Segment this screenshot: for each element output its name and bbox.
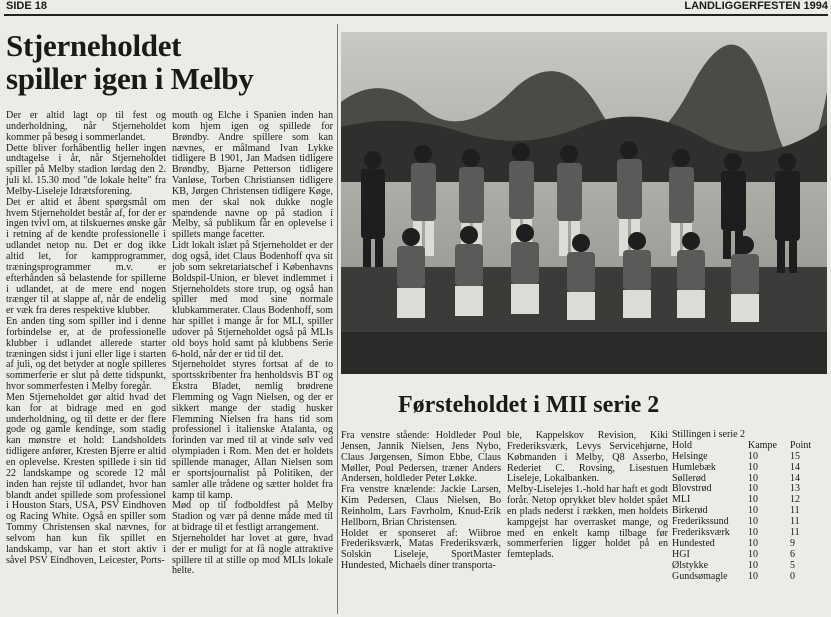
paragraph: Stjerneholdet styres fortsat af de to sportsskribenter fra henholdsvis BT og Ekstra Bladet, nemlig brødrene Flemming og Vagn Nielsen, og der er sikkert mange der stadig husker Flemming Nielsen fra hans tid som professionel i italienske Atalanta, og forinden var med til at vinde sølv ved olympiaden i Rom. Men det er holdets spillende manager, Allan Nielsen som er sportsjournalist på Politiken, der samler alle trådene og sætter holdet fra kamp til kamp. — [172, 359, 333, 501]
paragraph: mouth og Elche i Spanien inden han kom hjem igen og spillede for Brøndby. Andre spillere som kan nævnes, er målmand Ivan Lykke tidligere B 1901, Jan Madsen tidligere Brøndby, Bjarne Petterson tidligere Vanløse, Torben Christiansen tidligere KB, Jørgen Christensen tidligere Køge, men der skal nok dukke nogle spændende navne op på stadion i Melby, så publikum får en oplevelse i spillets mange facetter. — [172, 110, 333, 241]
paragraph: Melby-Liselejes 1.-hold har haft et godt forår. Netop oprykket blev holdet spået en plads nederst i rækken, men holdets kampgejst har overrasket mange, og med en enkelt kamp tilbage før sommerferien ligger holdet på en femteplads. — [507, 484, 668, 561]
table-row: Birkerød 10 11 — [672, 505, 800, 517]
caption-column-2 — [507, 431, 668, 561]
table-row: MLI 10 12 — [672, 494, 800, 506]
header-cell: Kampe — [748, 439, 777, 451]
table-row: Humlebæk 10 14 — [672, 461, 800, 473]
table-row: Søllerød 10 14 — [672, 472, 800, 484]
table-row: Gundsømagle 10 0 — [672, 570, 795, 582]
paragraph: Der er altid lagt op til fest og underholdning, når Stjerneholdet kommer på besøg i sommerlandet. — [6, 110, 166, 143]
table-row: Ølstykke 10 5 — [672, 559, 795, 571]
table-row: Helsinge 10 15 — [672, 450, 800, 462]
page-number: SIDE 18 — [6, 0, 47, 12]
table-row: Blovstrød 10 13 — [672, 483, 800, 495]
header-rule — [4, 14, 828, 16]
paragraph: Fra venstre knælende: Jackie Larsen, Kim Pedersen, Claus Nielsen, Bo Reinholm, Lars Favrholm, Knud-Erik Hellborn, Brian Christensen. — [341, 484, 501, 528]
caption-column-1 — [341, 431, 501, 572]
photo-headline: Førsteholdet i MII serie 2 — [398, 392, 660, 418]
standings-table — [672, 430, 828, 582]
table-row: Frederikssund 10 11 — [672, 516, 800, 528]
team-photo — [341, 32, 827, 374]
header-cell: Hold — [672, 439, 692, 451]
paragraph: Men Stjerneholdet gør altid hvad det kan for at bidrage med en god underholdning, og til dette er der flere gode og gamle kendinge, som stadig kan mønstre et hold: Landsholdets tidligere anfører, Kresten Bjerre er altid en oplevelse. Kresten spillede i sin tid 22 landskampe og scorede 12 mål inden han rejste til udlandet, hvor han blandt andet spillede som professionel i Houston Stars, USA, PSV Eindhoven og Racing White. Også en spiller som Tommy Christensen skal nævnes, for selvom han kun fik spillet en landskamp, var han et stort aktiv i såvel PSV Eindhoven, Leicester, Ports- — [6, 391, 166, 566]
article-column-2 — [172, 111, 333, 577]
paragraph: Mød op til fodboldfest på Melby Stadion og vær på denne måde med til at bidrage til et festligt arrangement. — [172, 500, 333, 534]
header-cell: Point — [790, 439, 812, 451]
column-divider — [337, 24, 338, 614]
headline-line: spiller igen i Melby — [6, 61, 254, 96]
table-row: HGI 10 6 — [672, 548, 795, 560]
paragraph: Fra venstre stående: Holdleder Poul Jensen, Jannik Nielsen, Jens Nybo, Claus Jørgensen, Simon Ebbe, Claus Møller, Poul Pedersen, træner Anders Andersen, holdleder Peter Løkke. — [341, 430, 501, 485]
paragraph: Det er altid et åbent spørgsmål om hvem Stjerneholdet består af, for der er ingen tvivl om, at tilskuernes ønske går i retning af de kendte professionelle i udlandet netop nu. Det er dog ikke altid let, for kampprogrammer, træningsprogrammer m.v. er efterhånden så belastende for spillerne i udlandet, at de mere end nogen trænger til at slappe af, når de endelig er væk fra deres respektive klubber. — [6, 196, 166, 317]
paragraph: Stjerneholdet har lovet at gøre, hvad der er muligt for at få nogle attraktive spillere til at stille op mod MLIs lokale helte. — [172, 532, 333, 577]
article-headline — [6, 29, 336, 95]
paragraph: ble, Kappelskov Revision, Kiki Frederiksværk, Levys Servicehjørne, Købmanden i Melby, Q8 Asserbo, Rederiet C. Rovsing, Lisestuen Liseleje, Lokalbanken. — [507, 430, 668, 485]
paragraph: En anden ting som spiller ind i denne forbindelse er, at de professionelle klubber i udlandet allerede starter træningen sidst i juni eller lige i starten af juli, og det betyder at nogle spilleres sommerferie er slut på dette tidspunkt, hvor sommerfesten i Melby foregår. — [6, 316, 166, 393]
headline-line: Stjerneholdet — [6, 28, 182, 63]
standings-title: Stillingen i serie 2 — [672, 429, 746, 440]
paragraph: Dette bliver forhåbentlig heller ingen undtagelse i år, når Stjerneholdet spiller på Melby stadion lørdag den 2. juli kl. 15.30 mod "de lokale helte" fra Melby-Liseleje Idrætsforening. — [6, 142, 166, 197]
paragraph: Holdet er sponseret af: Wiibroe Frederiksværk, Matas Frederiksværk, Solskin Liseleje, SportMaster Hundested, Michaels diner transporta- — [341, 527, 501, 572]
section-title: LANDLIGGERFESTEN 1994 — [684, 0, 828, 12]
table-row: Frederiksværk 10 11 — [672, 527, 800, 539]
table-row: Hundested 10 9 — [672, 537, 795, 549]
paragraph: Lidt lokalt islæt på Stjerneholdet er der dog også, idet Claus Bodenhoff qva sit job som sekretariatschef i Københavns Boldspil-Union, er blevet indlemmet i Stjerneholdets store trup, og også han spiller med mod sine normale klubkammerater. Claus Bodenhoff, som har spillet i mange år for MLI, spiller udover på Stjerneholdet også på MLIs old boys hold samt på klubbens Serie 6-hold, når der er tid til det. — [172, 240, 334, 360]
page-header — [6, 0, 828, 14]
article-column-1 — [6, 111, 166, 566]
